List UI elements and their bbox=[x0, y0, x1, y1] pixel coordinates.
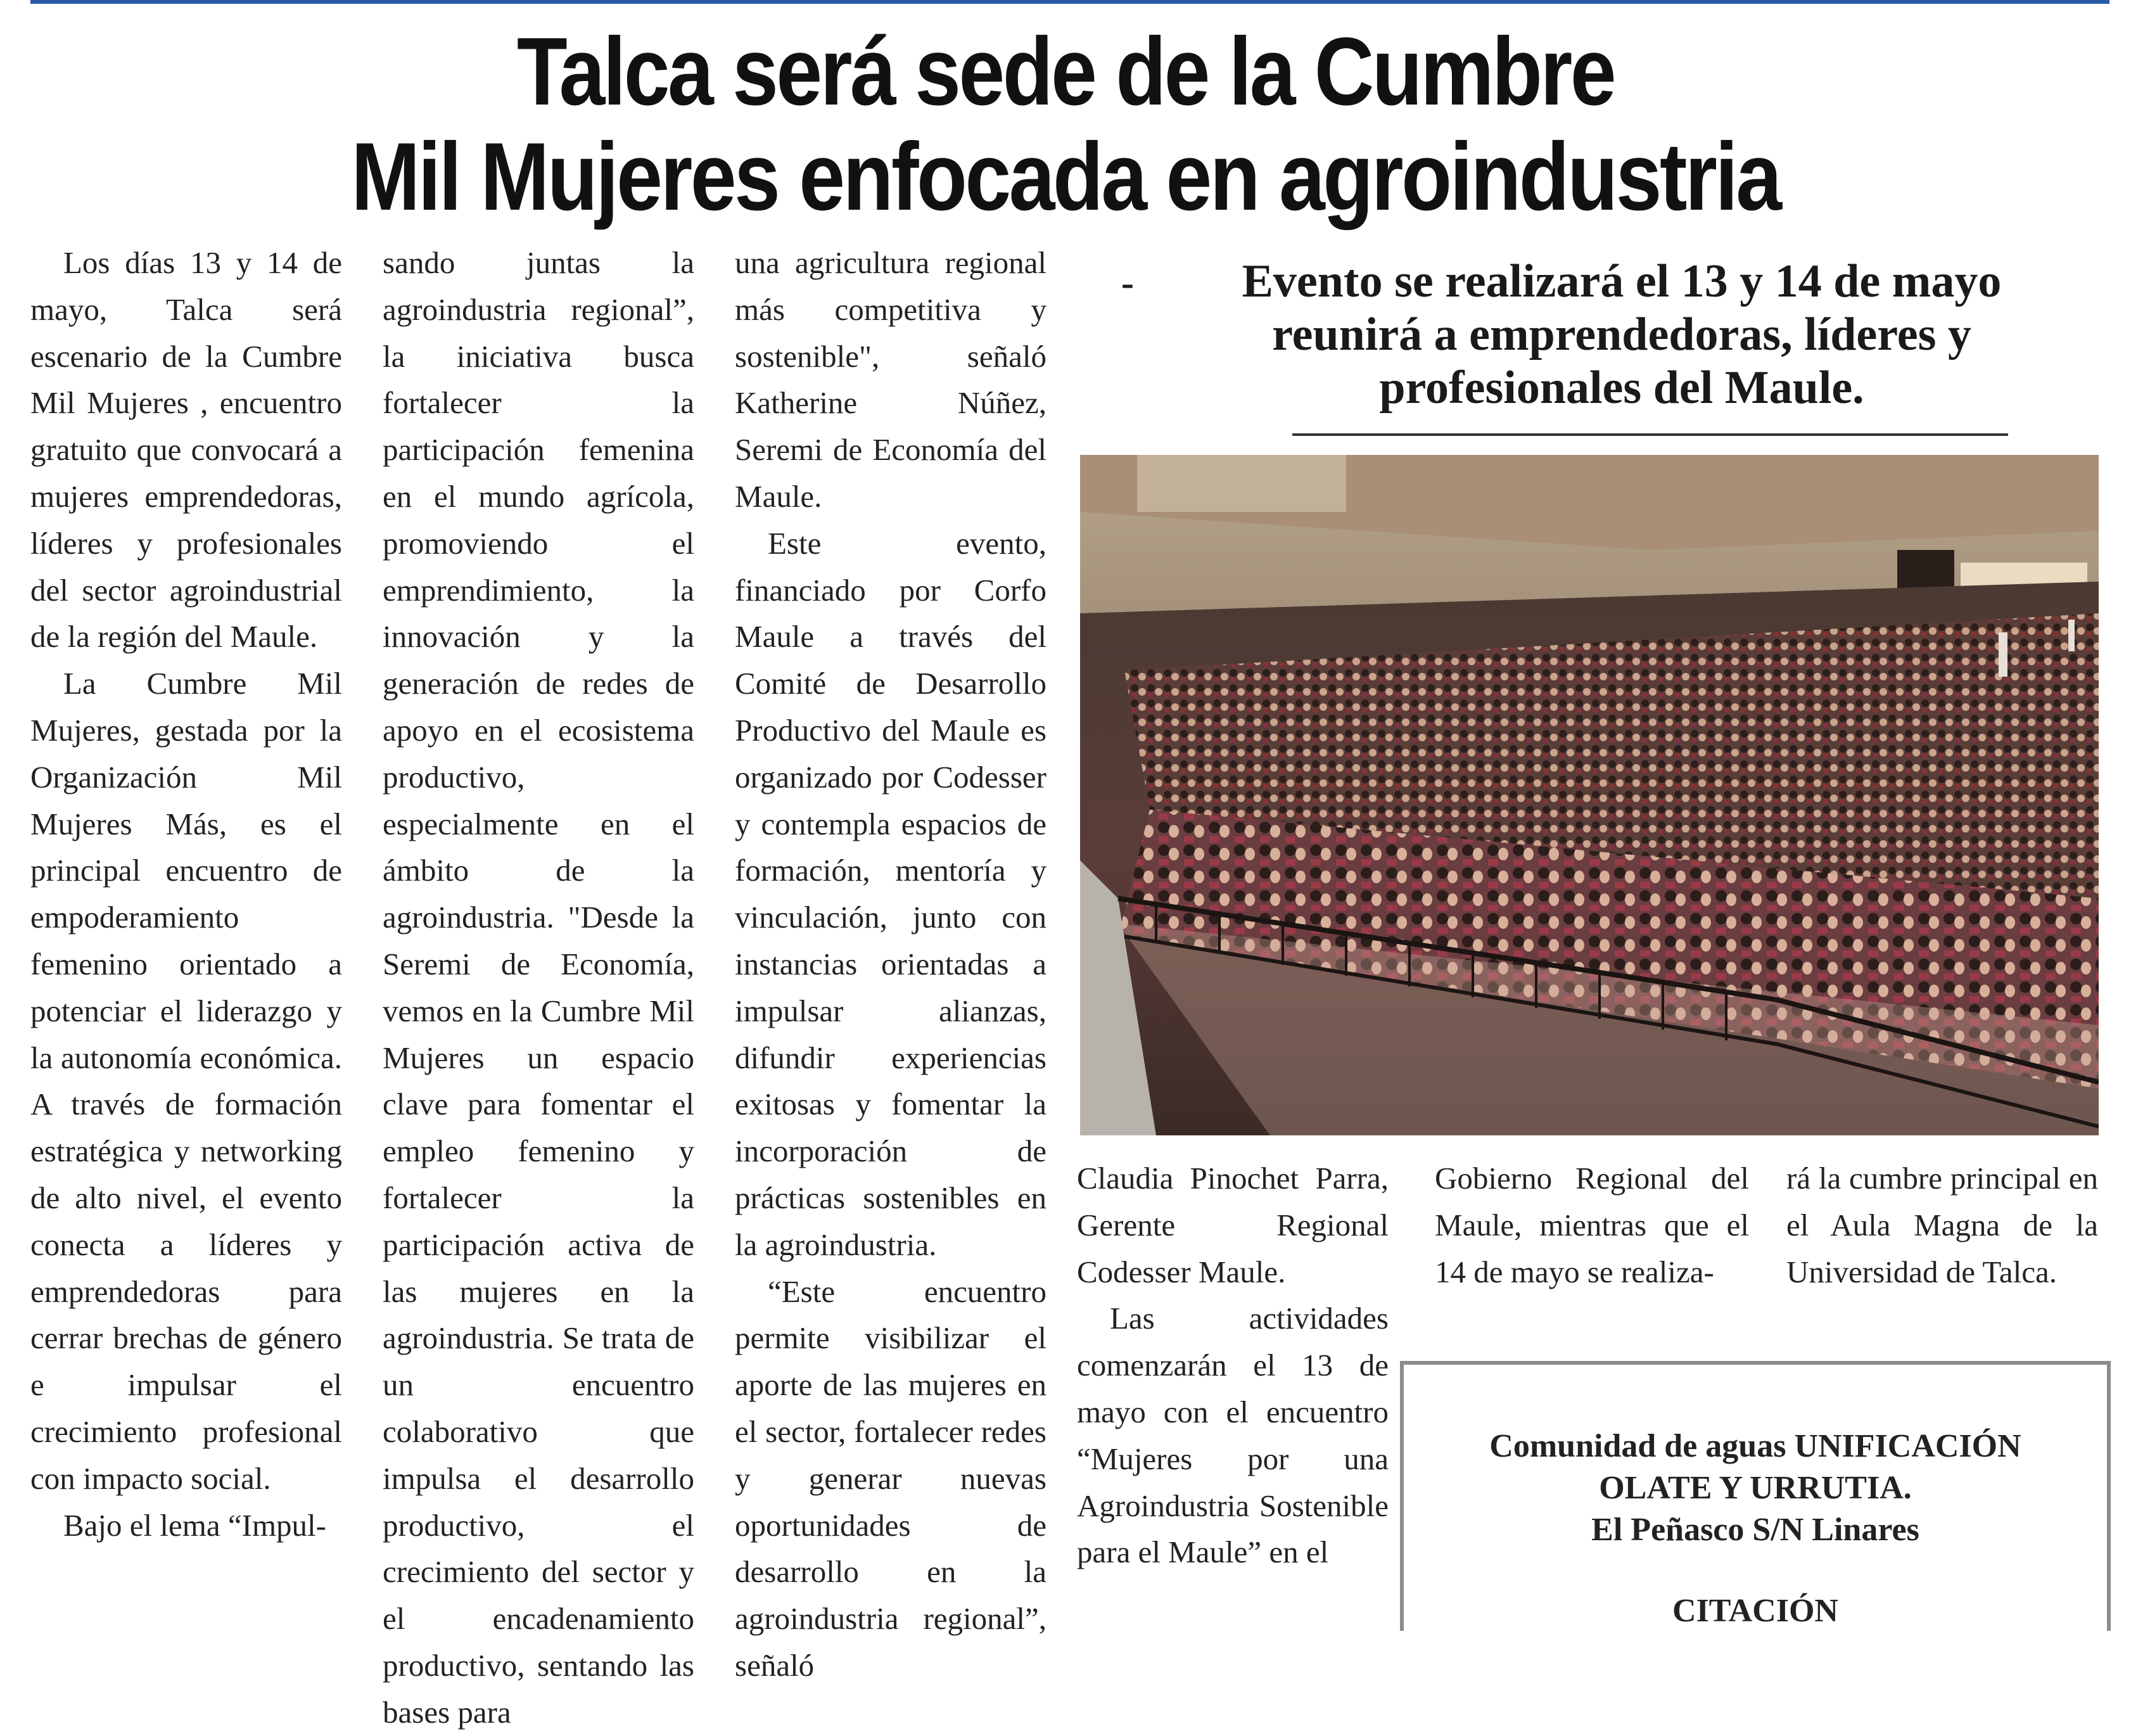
article-column-3 bbox=[735, 239, 1046, 1689]
article-column-5 bbox=[1435, 1155, 1749, 1295]
subhead-rule bbox=[1292, 433, 2008, 436]
notice-line-3: El Peñasco S/N Linares bbox=[1591, 1512, 1919, 1548]
paragraph: La Cumbre Mil Mujeres, gestada por la Organización Mil Mujeres Más, es el principal encuentro de empoderamiento femenino orientado a potenciar el liderazgo y la autonomía económica. A través de formación estratégica y networking de alto nivel, el evento conecta a líderes y emprendedoras para cerrar brechas de género e impulsar el crecimiento profesional con impacto social. bbox=[30, 666, 342, 1496]
headline-line-1: Talca será sede de la Cumbre bbox=[516, 18, 1615, 125]
notice-box bbox=[1400, 1361, 2111, 1631]
paragraph: rá la cumbre principal en el Aula Magna de la Universidad de Talca. bbox=[1786, 1161, 2098, 1289]
paragraph: Gobierno Regional del Maule, mientras que el 14 de mayo se realiza- bbox=[1435, 1161, 1749, 1289]
paragraph: Bajo el lema “Impul- bbox=[63, 1507, 326, 1543]
top-rule bbox=[30, 0, 2109, 4]
article-column-6 bbox=[1786, 1155, 2098, 1295]
article-column-1 bbox=[30, 239, 342, 1548]
subheadline: Evento se realizará el 13 y 14 de mayo reunirá a emprendedoras, líderes y profesionales del Maule. bbox=[1242, 255, 2002, 414]
paragraph: una agricultura regional más competitiva y sostenible", señaló Katherine Núñez, Seremi de Economía del Maule. bbox=[735, 245, 1046, 514]
headline bbox=[149, 19, 1982, 229]
paragraph: Las actividades comenzarán el 13 de mayo con el encuentro “Mujeres por una Agroindustria Sostenible para el Maule” en el bbox=[1077, 1301, 1389, 1570]
article-column-4 bbox=[1077, 1155, 1389, 1576]
paragraph: Los días 13 y 14 de mayo, Talca será escenario de la Cumbre Mil Mujeres , encuentro gratuito que convocará a mujeres emprendedoras, líderes y profesionales del sector agroindustrial de la región del Maule. bbox=[30, 245, 342, 654]
subhead-dash: - bbox=[1121, 262, 1134, 303]
headline-line-2: Mil Mujeres enfocada en agroindustria bbox=[351, 123, 1780, 231]
auditorium-photo bbox=[1080, 455, 2099, 1135]
paragraph: “Este encuentro permite visibilizar el aporte de las mujeres en el sector, fortalecer redes y generar nuevas oportunidades de desarrollo en la agroindustria regional”, señaló bbox=[735, 1273, 1046, 1683]
notice-line-1: Comunidad de aguas UNIFICACIÓN bbox=[1489, 1428, 2021, 1464]
article-column-2 bbox=[383, 239, 694, 1736]
paragraph: Este evento, financiado por Corfo Maule a través del Comité de Desarrollo Productivo del Maule es organizado por Codesser y contempla espacios de formación, mentoría y vinculación, junto con instancias orientadas a impulsar alianzas, difundir experiencias exitosas y fomentar la incorporación de prácticas sostenibles en la agroindustria. bbox=[735, 525, 1046, 1262]
notice-line-4: CITACIÓN bbox=[1672, 1593, 1838, 1629]
paragraph: Claudia Pinochet Parra, Gerente Regional Codesser Maule. bbox=[1077, 1161, 1389, 1289]
paragraph: sando juntas la agroindustria regional”, la iniciativa busca fortalecer la participación femenina en el mundo agrícola, promoviendo el emprendimiento, la innovación y la generación de redes de apoyo en el ecosistema productivo, especialmente en el ámbito de la agroindustria. "Desde la Seremi de Economía, vemos en la Cumbre Mil Mujeres un espacio clave para fomentar el empleo femenino y fortalecer la participación activa de las mujeres en la agroindustria. Se trata de un encuentro colaborativo que impulsa el desarrollo productivo, el crecimiento del sector y el encadenamiento productivo, sentando las bases para bbox=[383, 245, 694, 1730]
notice-line-2: OLATE Y URRUTIA. bbox=[1599, 1470, 1912, 1506]
